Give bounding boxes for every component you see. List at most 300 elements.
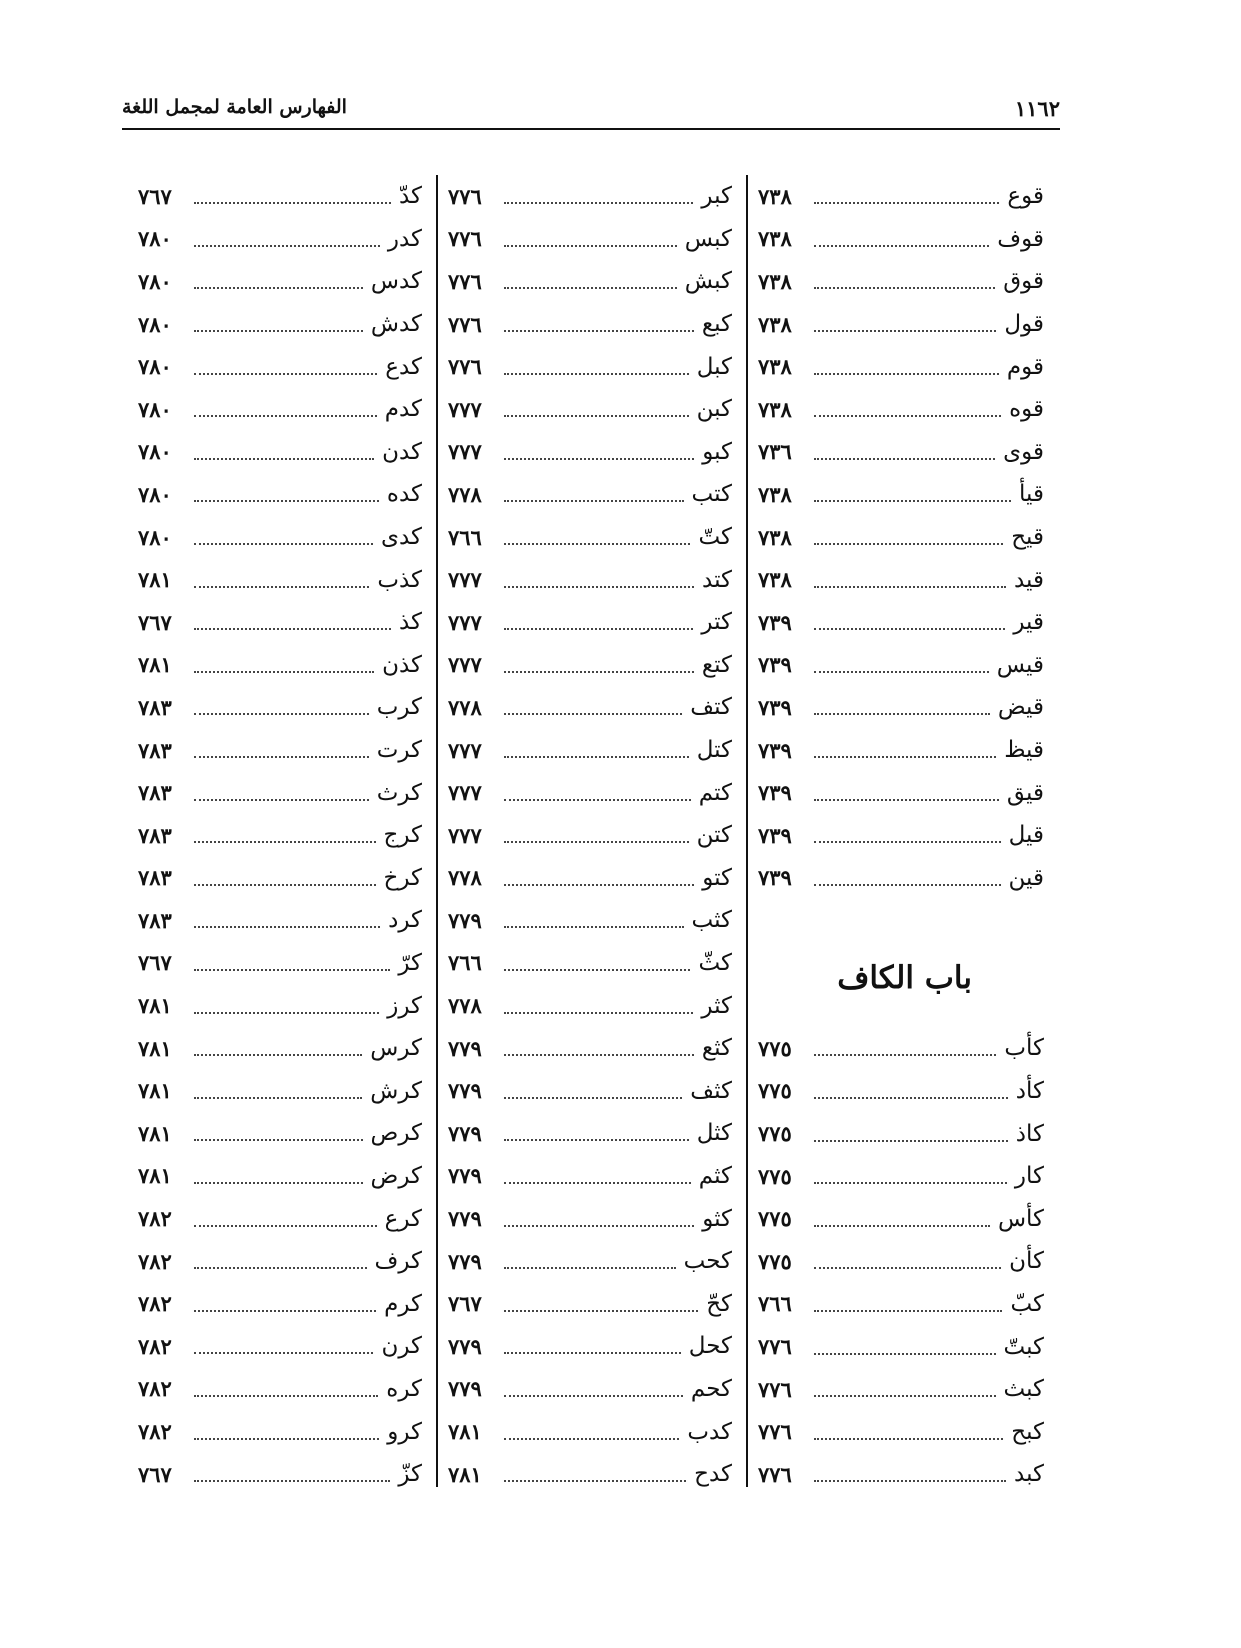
dot-leader (814, 1182, 1007, 1184)
index-entry (748, 345, 1058, 388)
entry-page-number: ٧٨٢ (138, 1248, 172, 1274)
entry-page-number: ٧٨١ (138, 1163, 172, 1189)
entry-root: كرن (381, 1333, 422, 1360)
entry-root: كأس (997, 1205, 1044, 1232)
section-entry-list (748, 1027, 1058, 1496)
dot-leader (814, 671, 989, 673)
entry-root: كده (386, 481, 422, 508)
index-entry (128, 473, 436, 516)
dot-leader (194, 969, 390, 971)
index-entry (748, 686, 1058, 729)
entry-root: كبر (701, 183, 732, 210)
entry-root: كبح (1011, 1418, 1044, 1445)
dot-leader (504, 926, 684, 928)
index-entry (128, 1069, 436, 1112)
index-entry (438, 1112, 746, 1155)
entry-root: كرز (387, 992, 422, 1019)
index-entry (748, 1240, 1058, 1283)
entry-root: قول (1004, 311, 1044, 338)
dot-leader (814, 373, 999, 375)
dot-leader (504, 628, 693, 630)
dot-leader (504, 1139, 689, 1141)
entry-root: كاذ (1015, 1120, 1044, 1147)
index-entry (128, 857, 436, 900)
index-entry (438, 1325, 746, 1368)
index-entry (438, 303, 746, 346)
index-entry (748, 771, 1058, 814)
index-entry (438, 1282, 746, 1325)
index-entry (438, 686, 746, 729)
index-entry (128, 1325, 436, 1368)
entry-page-number: ٧٧٧ (448, 439, 482, 465)
entry-root: كتل (696, 737, 732, 764)
dot-leader (194, 415, 377, 417)
index-entry (748, 814, 1058, 857)
dot-leader (814, 799, 999, 801)
section-title: باب الكاف (837, 960, 972, 997)
index-entry (438, 175, 746, 218)
entry-page-number: ٧٣٦ (758, 439, 792, 465)
entry-root: قوع (1007, 183, 1044, 210)
dot-leader (504, 1352, 681, 1354)
running-title: الفهارس العامة لمجمل اللغة (122, 96, 347, 118)
index-entry (748, 516, 1058, 559)
index-entry (128, 1112, 436, 1155)
entry-page-number: ٧٨٢ (138, 1291, 172, 1317)
dot-leader (814, 841, 1001, 843)
entry-root: كبع (701, 311, 732, 338)
index-entry (748, 431, 1058, 474)
index-entry (128, 1197, 436, 1240)
entry-root: كرس (370, 1035, 422, 1062)
dot-leader (504, 415, 689, 417)
entry-root: كثع (701, 1035, 732, 1062)
index-entry (748, 644, 1058, 687)
dot-leader (814, 1353, 996, 1355)
entry-page-number: ٧٧٧ (448, 609, 482, 635)
index-entry (128, 1027, 436, 1070)
dot-leader (504, 287, 677, 289)
entry-page-number: ٧٨٣ (138, 780, 172, 806)
entry-page-number: ٧٨٢ (138, 1333, 172, 1359)
entry-page-number: ٧٧٦ (448, 268, 482, 294)
index-entry (128, 1282, 436, 1325)
index-entry (128, 814, 436, 857)
entry-page-number: ٧٨٠ (138, 311, 172, 337)
dot-leader (814, 756, 996, 758)
index-entry (438, 260, 746, 303)
entry-page-number: ٧٧٧ (448, 822, 482, 848)
index-entry (748, 729, 1058, 772)
dot-leader (194, 713, 369, 715)
dot-leader (194, 799, 369, 801)
dot-leader (194, 287, 363, 289)
index-entry (748, 1112, 1058, 1155)
entry-page-number: ٧٣٩ (758, 737, 792, 763)
entry-page-number: ٧٦٧ (448, 1291, 482, 1317)
entry-page-number: ٧٣٩ (758, 780, 792, 806)
index-entry (748, 1155, 1058, 1198)
index-entry (128, 175, 436, 218)
entry-page-number: ٧٧٩ (448, 1206, 482, 1232)
dot-leader (814, 287, 995, 289)
entry-list (438, 175, 746, 1495)
dot-leader (504, 1438, 679, 1440)
entry-root: كثف (690, 1077, 732, 1104)
dot-leader (814, 1395, 996, 1397)
entry-root: كتر (701, 609, 732, 636)
index-entry (438, 771, 746, 814)
dot-leader (194, 926, 380, 928)
index-entry (128, 1240, 436, 1283)
index-entry (438, 984, 746, 1027)
dot-leader (504, 713, 682, 715)
dot-leader (194, 1438, 379, 1440)
dot-leader (814, 1438, 1003, 1440)
entry-root: كرت (376, 737, 422, 764)
dot-leader (194, 756, 369, 758)
entry-page-number: ٧٣٩ (758, 694, 792, 720)
entry-root: قوق (1003, 268, 1044, 295)
index-entry (748, 1197, 1058, 1240)
entry-page-number: ٧٨١ (138, 1120, 172, 1146)
dot-leader (814, 713, 990, 715)
entry-page-number: ٧٣٨ (758, 183, 792, 209)
entry-page-number: ٧٧٩ (448, 1120, 482, 1146)
dot-leader (194, 245, 380, 247)
dot-leader (504, 1012, 693, 1014)
entry-page-number: ٧٧٧ (448, 780, 482, 806)
entry-page-number: ٧٧٩ (448, 1333, 482, 1359)
entry-root: كرض (370, 1162, 422, 1189)
entry-page-number: ٧٨١ (138, 1035, 172, 1061)
dot-leader (504, 969, 690, 971)
dot-leader (504, 458, 694, 460)
index-column-3 (128, 175, 436, 1487)
entry-page-number: ٧٣٩ (758, 822, 792, 848)
entry-root: كأب (1004, 1035, 1044, 1062)
entry-page-number: ٧٨٠ (138, 226, 172, 252)
index-entry (128, 1155, 436, 1198)
entry-root: كدش (370, 311, 422, 338)
entry-page-number: ٧٨٣ (138, 694, 172, 720)
dot-leader (194, 458, 374, 460)
entry-root: كثم (698, 1162, 732, 1189)
entry-root: كتع (701, 651, 732, 678)
entry-root: كبو (702, 438, 732, 465)
dot-leader (194, 884, 376, 886)
entry-page-number: ٧٧٦ (758, 1334, 792, 1360)
entry-list (128, 175, 436, 1495)
entry-root: كدم (384, 396, 422, 423)
entry-root: كتن (696, 822, 732, 849)
dot-leader (504, 1267, 676, 1269)
dot-leader (504, 543, 690, 545)
entry-page-number: ٧٨٠ (138, 481, 172, 507)
entry-page-number: ٧٧٧ (448, 396, 482, 422)
entry-page-number: ٧٧٦ (448, 311, 482, 337)
entry-page-number: ٧٨٠ (138, 268, 172, 294)
entry-root: قين (1008, 864, 1044, 891)
index-entry (128, 601, 436, 644)
entry-root: كثب (691, 907, 732, 934)
entry-page-number: ٧٧٩ (448, 907, 482, 933)
index-entry (748, 260, 1058, 303)
entry-root: كثّ (698, 949, 732, 976)
index-entry (748, 857, 1058, 900)
entry-root: كبل (696, 353, 732, 380)
index-entry (128, 1368, 436, 1411)
dot-leader (504, 1310, 698, 1312)
entry-root: كذ (398, 609, 422, 636)
entry-root: كدر (387, 225, 422, 252)
entry-root: كتد (702, 566, 732, 593)
entry-page-number: ٧٧٩ (448, 1078, 482, 1104)
dot-leader (814, 1480, 1006, 1482)
entry-page-number: ٧٨١ (138, 1078, 172, 1104)
index-entry (438, 899, 746, 942)
entry-root: كتّ (698, 524, 732, 551)
entry-list (748, 175, 1058, 899)
dot-leader (504, 884, 694, 886)
index-entry (128, 899, 436, 942)
dot-leader (814, 543, 1003, 545)
entry-page-number: ٧٧٥ (758, 1248, 792, 1274)
dot-leader (504, 841, 689, 843)
entry-root: كدب (687, 1418, 732, 1445)
index-entry (128, 303, 436, 346)
index-entry (128, 218, 436, 261)
entry-root: كتب (691, 481, 732, 508)
entry-page-number: ٧٨١ (138, 567, 172, 593)
entry-page-number: ٧٨٢ (138, 1376, 172, 1402)
entry-page-number: ٧٧٩ (448, 1163, 482, 1189)
dot-leader (504, 1395, 683, 1397)
entry-root: كبّ (1010, 1290, 1044, 1317)
index-entry (748, 1027, 1058, 1070)
index-entry (438, 1410, 746, 1453)
dot-leader (194, 202, 391, 204)
index-entry (748, 1283, 1058, 1326)
dot-leader (194, 671, 374, 673)
entry-page-number: ٧٣٨ (758, 396, 792, 422)
index-entry (438, 345, 746, 388)
index-entry (128, 558, 436, 601)
entry-root: كرع (384, 1205, 422, 1232)
dot-leader (194, 1480, 390, 1482)
entry-page-number: ٧٨٣ (138, 737, 172, 763)
entry-page-number: ٧٣٩ (758, 609, 792, 635)
index-entry (128, 431, 436, 474)
entry-root: كذب (377, 566, 422, 593)
dot-leader (814, 1225, 990, 1227)
entry-root: كثل (696, 1120, 732, 1147)
index-entry (438, 1453, 746, 1496)
entry-root: كأن (1009, 1248, 1044, 1275)
entry-page-number: ٧٧٦ (448, 183, 482, 209)
entry-root: قوه (1009, 396, 1044, 423)
dot-leader (194, 1012, 379, 1014)
entry-page-number: ٧٧٩ (448, 1035, 482, 1061)
dot-leader (194, 1139, 363, 1141)
dot-leader (504, 671, 694, 673)
dot-leader (194, 628, 391, 630)
entry-page-number: ٧٦٦ (448, 524, 482, 550)
entry-root: قيظ (1004, 737, 1044, 764)
dot-leader (504, 330, 694, 332)
index-entry (128, 516, 436, 559)
entry-page-number: ٧٧٥ (758, 1078, 792, 1104)
index-entry (438, 857, 746, 900)
index-entry (748, 473, 1058, 516)
entry-root: كذن (382, 651, 422, 678)
entry-root: كدح (694, 1461, 732, 1488)
entry-page-number: ٧٨٢ (138, 1206, 172, 1232)
index-entry (438, 1368, 746, 1411)
entry-page-number: ٧٧٨ (448, 865, 482, 891)
entry-root: كرد (388, 907, 422, 934)
entry-page-number: ٧٧٦ (758, 1419, 792, 1445)
entry-root: كرم (384, 1290, 422, 1317)
dot-leader (194, 1054, 362, 1056)
index-entry (438, 942, 746, 985)
entry-root: كتم (698, 779, 732, 806)
index-entry (438, 601, 746, 644)
index-entry (128, 771, 436, 814)
dot-leader (194, 1310, 376, 1312)
dot-leader (194, 1182, 363, 1184)
index-entry (748, 1368, 1058, 1411)
index-entry (438, 1155, 746, 1198)
index-entry (748, 558, 1058, 601)
entry-root: كره (386, 1375, 422, 1402)
entry-page-number: ٧٦٦ (758, 1291, 792, 1317)
dot-leader (504, 799, 691, 801)
index-entry (128, 942, 436, 985)
entry-root: قيس (996, 651, 1044, 678)
dot-leader (194, 500, 379, 502)
dot-leader (504, 756, 689, 758)
entry-root: قوف (997, 225, 1044, 252)
entry-page-number: ٧٨٠ (138, 524, 172, 550)
entry-page-number: ٧٧٨ (448, 993, 482, 1019)
dot-leader (504, 586, 694, 588)
index-entry (748, 303, 1058, 346)
entry-page-number: ٧٦٧ (138, 950, 172, 976)
index-column-2 (436, 175, 748, 1487)
index-entry (438, 388, 746, 431)
entry-root: كدّ (398, 183, 422, 210)
entry-root: كبن (696, 396, 732, 423)
entry-root: كدع (385, 353, 422, 380)
index-entry (128, 644, 436, 687)
index-entry (128, 388, 436, 431)
index-columns (128, 175, 1058, 1487)
dot-leader (504, 500, 684, 502)
dot-leader (814, 884, 1001, 886)
entry-root: كرو (387, 1418, 422, 1445)
entry-root: كثر (701, 992, 732, 1019)
entry-root: كتو (702, 864, 732, 891)
entry-root: كدن (382, 438, 422, 465)
index-entry (748, 175, 1058, 218)
entry-root: كحّ (706, 1290, 732, 1317)
dot-leader (504, 245, 677, 247)
entry-root: كبس (684, 225, 732, 252)
dot-leader (814, 1310, 1002, 1312)
entry-root: كرب (376, 694, 422, 721)
entry-page-number: ٧٣٩ (758, 652, 792, 678)
dot-leader (194, 1352, 373, 1354)
entry-page-number: ٧٨٣ (138, 907, 172, 933)
dot-leader (194, 543, 373, 545)
entry-page-number: ٧٨١ (138, 993, 172, 1019)
index-entry (128, 729, 436, 772)
dot-leader (814, 500, 1011, 502)
dot-leader (504, 202, 693, 204)
entry-root: كرش (370, 1077, 422, 1104)
entry-root: قيض (997, 694, 1044, 721)
dot-leader (194, 1267, 367, 1269)
dot-leader (504, 1097, 682, 1099)
index-entry (748, 388, 1058, 431)
index-entry (748, 1453, 1058, 1496)
index-entry (748, 1070, 1058, 1113)
index-entry (748, 1410, 1058, 1453)
entry-page-number: ٧٧٧ (448, 737, 482, 763)
entry-root: كبش (684, 268, 732, 295)
entry-root: قيل (1008, 822, 1044, 849)
entry-root: كزّ (398, 1461, 422, 1488)
dot-leader (814, 1054, 996, 1056)
index-column-1 (748, 175, 1058, 1487)
entry-root: كرخ (383, 864, 422, 891)
entry-root: كأد (1015, 1077, 1044, 1104)
entry-page-number: ٧٧٥ (758, 1035, 792, 1061)
entry-page-number: ٧٦٧ (138, 609, 172, 635)
entry-root: كتف (690, 694, 732, 721)
index-entry (438, 558, 746, 601)
dot-leader (504, 1182, 691, 1184)
entry-page-number: ٧٨١ (448, 1419, 482, 1445)
index-entry (438, 644, 746, 687)
entry-page-number: ٧٨٢ (138, 1419, 172, 1445)
index-entry (128, 260, 436, 303)
entry-root: كحب (683, 1248, 732, 1275)
entry-root: كرص (370, 1120, 422, 1147)
dot-leader (814, 458, 995, 460)
dot-leader (814, 1267, 1001, 1269)
index-entry (128, 345, 436, 388)
entry-page-number: ٧٧٧ (448, 567, 482, 593)
index-entry (438, 1069, 746, 1112)
entry-page-number: ٧٧٩ (448, 1248, 482, 1274)
entry-page-number: ٧٦٦ (448, 950, 482, 976)
dot-leader (814, 330, 996, 332)
entry-page-number: ٧٧٨ (448, 694, 482, 720)
entry-page-number: ٧٦٧ (138, 183, 172, 209)
entry-root: قيح (1011, 524, 1044, 551)
entry-page-number: ٧٧٥ (758, 1163, 792, 1189)
dot-leader (814, 1097, 1008, 1099)
dot-leader (504, 1225, 694, 1227)
entry-root: قوى (1003, 438, 1044, 465)
entry-page-number: ٧٨٠ (138, 439, 172, 465)
dot-leader (194, 373, 377, 375)
index-entry (438, 516, 746, 559)
entry-root: كرّ (398, 949, 422, 976)
index-entry (748, 1325, 1058, 1368)
